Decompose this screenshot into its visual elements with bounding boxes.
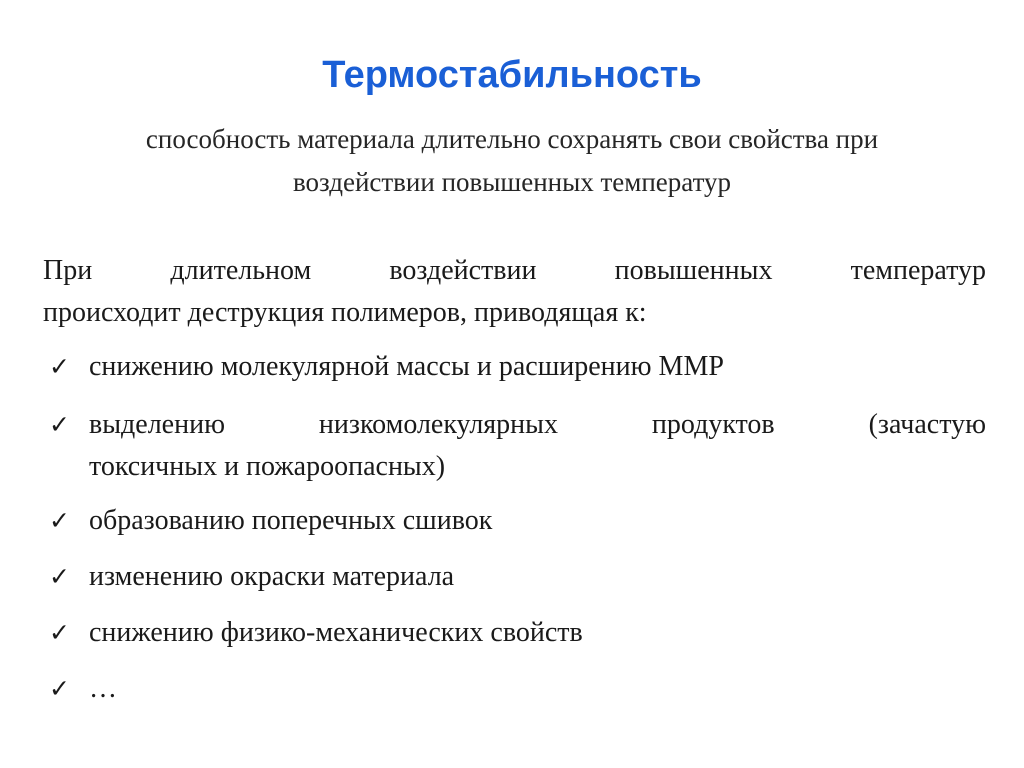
bullet-text bbox=[89, 500, 986, 542]
bullet-text bbox=[89, 612, 986, 654]
bullet-line: изменению окраски материала bbox=[89, 561, 455, 592]
check-mark-icon: ✓ bbox=[49, 352, 70, 381]
check-mark-icon: ✓ bbox=[49, 506, 70, 535]
check-mark-icon: ✓ bbox=[49, 618, 70, 647]
bullet-line: образованию поперечных сшивок bbox=[89, 505, 493, 536]
definition-text bbox=[40, 118, 984, 204]
bullet-line: снижению физико-механических свойств bbox=[89, 617, 583, 648]
bullet-text bbox=[89, 668, 986, 710]
check-mark-icon: ✓ bbox=[49, 674, 70, 703]
intro-line-2: происходит деструкция полимеров, приводящая к: bbox=[43, 297, 647, 328]
bullet-line: выделению низкомолекулярных продуктов (зачастую bbox=[89, 409, 986, 440]
bullet-text bbox=[89, 346, 986, 388]
check-mark-icon: ✓ bbox=[49, 562, 70, 591]
bullet-text bbox=[89, 556, 986, 598]
bullet-line: снижению молекулярной массы и расширению ММР bbox=[89, 351, 724, 382]
bullet-line: токсичных и пожароопасных) bbox=[89, 451, 446, 482]
intro-line-1: При длительном воздействии повышенных температур bbox=[43, 255, 986, 286]
definition-line-1: способность материала длительно сохранять свои свойства при bbox=[145, 124, 879, 154]
intro-paragraph bbox=[43, 250, 986, 334]
bullet-line: … bbox=[89, 673, 117, 704]
check-mark-icon: ✓ bbox=[49, 410, 70, 439]
bullet-text bbox=[89, 404, 986, 488]
slide-title: Термостабильность bbox=[322, 54, 702, 96]
definition-line-2: воздействии повышенных температур bbox=[292, 167, 732, 197]
